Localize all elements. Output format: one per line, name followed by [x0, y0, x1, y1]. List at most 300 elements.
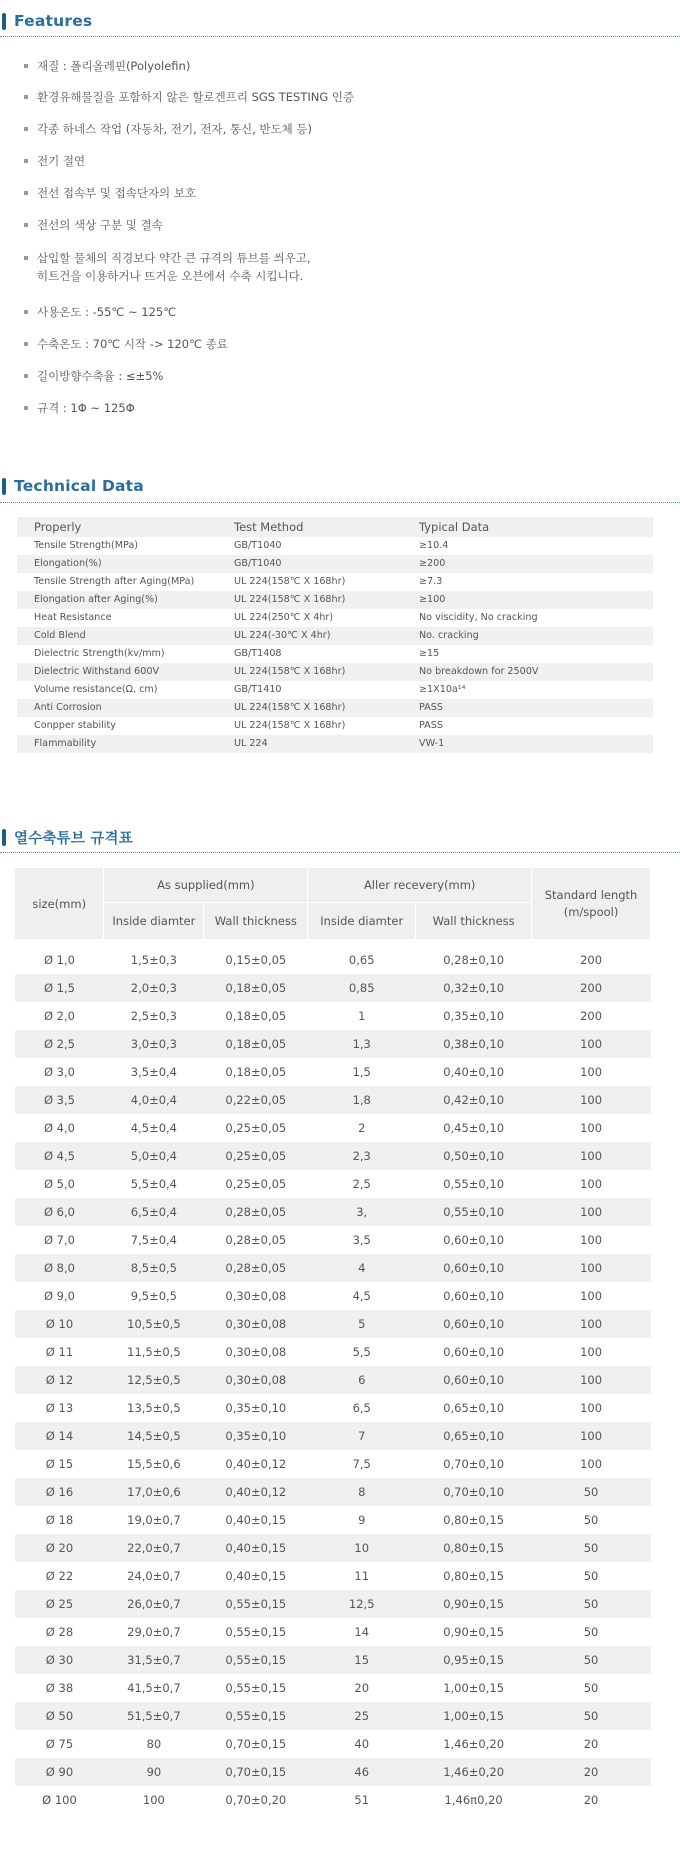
spec-cell: 25 — [308, 1702, 416, 1730]
spec-cell: 0,18±0,05 — [204, 974, 308, 1002]
spec-cell: 2,0±0,3 — [104, 974, 204, 1002]
spec-cell: 20 — [583, 1793, 599, 1807]
spec-row — [15, 1282, 651, 1310]
spec-row — [15, 1086, 651, 1114]
spec-cell: Ø 3,5 — [15, 1086, 104, 1114]
spec-cell: 6 — [308, 1366, 416, 1394]
spec-cell: 1,46±0,20 — [416, 1758, 532, 1786]
spec-cell: 0,70±0,20 — [225, 1793, 287, 1807]
feature-item — [24, 367, 163, 385]
spec-cell: 0,65±0,10 — [416, 1422, 532, 1450]
spec-cell: 100 — [532, 1086, 651, 1114]
recovery-header: Aller recevery(mm) — [308, 868, 532, 903]
spec-cell: 15,5±0,6 — [127, 1457, 181, 1471]
spec-cell: 0,28±0,05 — [204, 1254, 308, 1282]
spec-cell: 100 — [532, 1422, 651, 1450]
spec-row — [15, 1254, 651, 1282]
spec-cell: 3, — [308, 1198, 416, 1226]
technical-row — [17, 537, 653, 555]
spec-cell: 0,60±0,10 — [443, 1233, 505, 1247]
spec-cell: Ø 4,5 — [15, 1142, 104, 1170]
spec-cell: 0,28±0,05 — [204, 1198, 308, 1226]
bullet-icon — [24, 374, 28, 378]
spec-cell: 0,70±0,15 — [225, 1737, 287, 1751]
feature-item — [24, 152, 85, 170]
spec-cell: Ø 50 — [15, 1702, 104, 1730]
spec-cell: 0,60±0,10 — [416, 1310, 532, 1338]
spec-cell: Ø 1,5 — [15, 974, 104, 1002]
spec-cell: Ø 28 — [45, 1625, 74, 1639]
technical-cell: Elongation after Aging(%) — [17, 591, 217, 609]
bullet-icon — [24, 64, 28, 68]
bullet-icon — [24, 159, 28, 163]
spec-cell: 0,40±0,10 — [443, 1065, 505, 1079]
technical-cell: ≥100 — [402, 591, 653, 609]
spec-cell: 50 — [583, 1569, 599, 1583]
spec-cell: 17,0±0,6 — [104, 1478, 204, 1506]
spec-cell: 100 — [580, 1345, 603, 1359]
spec-cell: 100 — [532, 1254, 651, 1282]
spec-cell: 0,25±0,05 — [204, 1142, 308, 1170]
spec-cell: 7,5 — [352, 1457, 371, 1471]
spec-cell: 0,35±0,10 — [204, 1422, 308, 1450]
technical-title: Technical Data — [14, 477, 144, 495]
spec-cell: Ø 5,0 — [43, 1177, 75, 1191]
feature-item — [24, 184, 196, 202]
spec-row — [15, 1786, 651, 1814]
spec-cell: 0,40±0,15 — [225, 1569, 287, 1583]
spec-cell: 200 — [532, 974, 651, 1002]
spec-cell: 7,5±0,4 — [130, 1233, 177, 1247]
spec-cell: Ø 20 — [15, 1534, 104, 1562]
spec-cell: Ø 14 — [15, 1422, 104, 1450]
spec-cell: 4,0±0,4 — [104, 1086, 204, 1114]
spec-cell: 7 — [308, 1422, 416, 1450]
feature-item — [24, 216, 163, 234]
technical-cell: No. cracking — [402, 627, 653, 645]
technical-header-cell: Typical Data — [402, 517, 653, 537]
spec-cell: Ø 10 — [15, 1310, 104, 1338]
spec-cell: 100 — [532, 1198, 651, 1226]
spec-cell: 0,42±0,10 — [416, 1086, 532, 1114]
spec-cell: 4,5±0,4 — [130, 1121, 177, 1135]
feature-text: 길이방향수축율 : ≤±5% — [37, 369, 164, 383]
spec-cell: 0,95±0,15 — [416, 1646, 532, 1674]
spec-cell: 5,0±0,4 — [104, 1142, 204, 1170]
spec-cell: 0,25±0,05 — [225, 1177, 287, 1191]
spec-cell: 0,55±0,15 — [204, 1702, 308, 1730]
spec-cell: 13,5±0,5 — [127, 1401, 181, 1415]
spec-table — [15, 868, 651, 1814]
spec-cell: 41,5±0,7 — [127, 1681, 181, 1695]
spec-row — [15, 1170, 651, 1198]
technical-cell: ≥200 — [402, 555, 653, 573]
feature-text: 재질 : 폴리올레핀(Polyolefin) — [37, 59, 191, 73]
spec-cell: 0,45±0,10 — [443, 1121, 505, 1135]
recovery-wall-header: Wall thickness — [416, 903, 532, 940]
spec-row — [15, 1562, 651, 1590]
feature-item — [24, 120, 312, 138]
spec-row — [15, 1758, 651, 1786]
spec-cell: 0,30±0,08 — [225, 1289, 287, 1303]
spec-cell: 100 — [532, 1142, 651, 1170]
spec-row — [15, 1114, 651, 1142]
spec-cell: 50 — [583, 1513, 599, 1527]
spec-cell: 0,80±0,15 — [443, 1569, 505, 1583]
spec-cell: 6,5±0,4 — [104, 1198, 204, 1226]
spec-cell: 1,46π0,20 — [444, 1793, 503, 1807]
technical-row — [17, 735, 653, 753]
spec-row — [15, 1674, 651, 1702]
spec-cell: 14,5±0,5 — [104, 1422, 204, 1450]
technical-row — [17, 699, 653, 717]
spec-row — [15, 1478, 651, 1506]
spec-row — [15, 1506, 651, 1534]
spec-cell: 0,85 — [308, 974, 416, 1002]
spec-cell: 8,5±0,5 — [104, 1254, 204, 1282]
spec-cell: 1,5 — [352, 1065, 371, 1079]
spec-cell: 0,90±0,15 — [443, 1625, 505, 1639]
spec-row — [15, 1338, 651, 1366]
feature-text: 전선 접속부 및 접속단자의 보호 — [37, 186, 197, 200]
spec-cell: Ø 6,0 — [15, 1198, 104, 1226]
spec-cell: 0,18±0,05 — [225, 1009, 287, 1023]
spec-cell: 0,60±0,10 — [416, 1366, 532, 1394]
spec-cell: 0,60±0,10 — [443, 1289, 505, 1303]
spec-cell: 1 — [358, 1009, 366, 1023]
spec-cell: 12,5 — [308, 1590, 416, 1618]
spec-cell: Ø 1,0 — [43, 953, 75, 967]
spec-row — [15, 1534, 651, 1562]
spec-cell: 5,5±0,4 — [130, 1177, 177, 1191]
technical-cell: ≥1X10a¹⁴ — [419, 684, 466, 695]
spec-row — [15, 1142, 651, 1170]
bullet-icon — [24, 256, 28, 260]
spec-cell: 31,5±0,7 — [104, 1646, 204, 1674]
technical-cell: Flammability — [17, 735, 217, 753]
bullet-icon — [24, 95, 28, 99]
technical-cell: UL 224 — [217, 735, 402, 753]
spec-cell: 0,18±0,05 — [204, 1030, 308, 1058]
spec-row — [15, 946, 651, 974]
spec-cell: 0,28±0,10 — [443, 953, 505, 967]
spec-cell: 11 — [354, 1569, 370, 1583]
spec-cell: 0,35±0,10 — [225, 1401, 287, 1415]
spec-cell: 5 — [308, 1310, 416, 1338]
technical-cell: PASS — [419, 720, 443, 731]
spec-cell: 46 — [308, 1758, 416, 1786]
technical-cell: GB/T1408 — [234, 648, 282, 659]
technical-cell: Tensile Strength(MPa) — [34, 540, 138, 551]
spec-cell: 0,55±0,10 — [443, 1177, 505, 1191]
spec-cell: 20 — [354, 1681, 370, 1695]
technical-cell: UL 224(158℃ X 168hr) — [234, 576, 346, 587]
spec-cell: 0,35±0,10 — [443, 1009, 505, 1023]
technical-cell: GB/T1040 — [234, 540, 282, 551]
spec-cell: 0,80±0,15 — [416, 1534, 532, 1562]
spec-cell: 0,50±0,10 — [416, 1142, 532, 1170]
feature-text: 삽입할 물체의 직경보다 약간 큰 규격의 튜브를 씌우고, 히트건을 이용하거나 뜨거운 오븐에서 수축 시킵니다. — [37, 251, 311, 283]
technical-cell: UL 224(-30℃ X 4hr) — [217, 627, 402, 645]
technical-row — [17, 645, 653, 663]
technical-row — [17, 573, 653, 591]
feature-item — [24, 399, 135, 417]
spec-cell: Ø 90 — [15, 1758, 104, 1786]
spec-cell: 200 — [580, 953, 603, 967]
spec-cell: 0,60±0,10 — [416, 1254, 532, 1282]
technical-cell: ≥15 — [419, 648, 440, 659]
spec-cell: 90 — [104, 1758, 204, 1786]
spec-cell: 9 — [358, 1513, 366, 1527]
spec-cell: 100 — [580, 1233, 603, 1247]
spec-cell: Ø 13 — [45, 1401, 74, 1415]
spec-cell: 0,15±0,05 — [225, 953, 287, 967]
spec-cell: 1,00±0,15 — [443, 1681, 505, 1695]
features-heading — [0, 10, 92, 32]
heading-marker — [2, 829, 6, 846]
spec-cell: Ø 100 — [42, 1793, 77, 1807]
spec-cell: 4,5 — [352, 1289, 371, 1303]
spec-cell: 0,60±0,10 — [443, 1345, 505, 1359]
feature-text: 전기 절연 — [37, 154, 86, 168]
technical-cell: No viscidity, No cracking — [419, 612, 538, 623]
spec-cell: 51,5±0,7 — [104, 1702, 204, 1730]
spec-row — [15, 1450, 651, 1478]
technical-table — [17, 517, 653, 753]
spec-cell: 4 — [308, 1254, 416, 1282]
spec-cell: 1,3 — [308, 1030, 416, 1058]
spec-cell: 1,5±0,3 — [130, 953, 177, 967]
feature-text: 수축온도 : 70℃ 시작 -> 120℃ 종료 — [37, 337, 228, 351]
spec-cell: 15 — [308, 1646, 416, 1674]
technical-row — [17, 663, 653, 681]
spec-cell: Ø 9,0 — [43, 1289, 75, 1303]
feature-text: 환경유해물질을 포함하지 않은 할로겐프리 SGS TESTING 인증 — [37, 90, 355, 104]
spec-cell: 51 — [354, 1793, 370, 1807]
spec-row — [15, 1730, 651, 1758]
technical-row — [17, 717, 653, 735]
spec-cell: 50 — [532, 1702, 651, 1730]
spec-cell: 50 — [532, 1646, 651, 1674]
technical-cell: UL 224(158℃ X 168hr) — [217, 591, 402, 609]
technical-cell: Tensile Strength after Aging(MPa) — [34, 576, 195, 587]
technical-cell: Dielectric Strength(kv/mm) — [34, 648, 165, 659]
spec-cell: 100 — [580, 1289, 603, 1303]
spec-cell: 100 — [580, 1121, 603, 1135]
spec-cell: 0,30±0,08 — [204, 1310, 308, 1338]
technical-row — [17, 591, 653, 609]
spec-cell: Ø 4,0 — [43, 1121, 75, 1135]
spec-cell: 1,46±0,20 — [443, 1737, 505, 1751]
spec-row — [15, 1590, 651, 1618]
size-header: size(mm) — [15, 868, 104, 940]
spec-cell: Ø 2,5 — [15, 1030, 104, 1058]
technical-cell: Dielectric Withstand 600V — [17, 663, 217, 681]
spec-row — [15, 1226, 651, 1254]
spec-cell: Ø 75 — [45, 1737, 74, 1751]
spec-cell: 50 — [532, 1534, 651, 1562]
spec-cell: 2,5 — [352, 1177, 371, 1191]
technical-cell: UL 224(158℃ X 168hr) — [217, 699, 402, 717]
bullet-icon — [24, 406, 28, 410]
technical-row — [17, 681, 653, 699]
spec-cell: 0,55±0,15 — [204, 1590, 308, 1618]
spec-row — [15, 1422, 651, 1450]
technical-cell: GB/T1040 — [217, 555, 402, 573]
feature-item — [24, 57, 190, 75]
technical-cell: PASS — [402, 699, 653, 717]
spec-cell: 24,0±0,7 — [127, 1569, 181, 1583]
spec-cell: Ø 15 — [45, 1457, 74, 1471]
supplied-inside-header: Inside diamter — [104, 903, 204, 940]
feature-item — [24, 303, 176, 321]
bullet-icon — [24, 191, 28, 195]
technical-row — [17, 627, 653, 645]
supplied-wall-header: Wall thickness — [204, 903, 308, 940]
spec-cell: 20 — [583, 1737, 599, 1751]
spec-row — [15, 1366, 651, 1394]
spec-row — [15, 1002, 651, 1030]
spec-title: 열수축튜브 규격표 — [14, 830, 133, 847]
spec-cell: 2,3 — [308, 1142, 416, 1170]
spec-cell: 6,5 — [352, 1401, 371, 1415]
spec-cell: 14 — [354, 1625, 370, 1639]
technical-header-cell: Properly — [17, 517, 217, 537]
spec-cell: 100 — [532, 1310, 651, 1338]
spec-cell: Ø 12 — [15, 1366, 104, 1394]
divider — [0, 36, 680, 37]
spec-cell: 0,40±0,12 — [204, 1478, 308, 1506]
spec-cell: 1,8 — [308, 1086, 416, 1114]
spec-cell: Ø 11 — [45, 1345, 74, 1359]
technical-cell: No breakdown for 2500V — [402, 663, 653, 681]
spec-cell: 26,0±0,7 — [104, 1590, 204, 1618]
spec-row — [15, 1618, 651, 1646]
bullet-icon — [24, 127, 28, 131]
spec-cell: Ø 30 — [15, 1646, 104, 1674]
spec-cell: Ø 3,0 — [43, 1065, 75, 1079]
technical-cell: UL 224(158℃ X 168hr) — [217, 663, 402, 681]
technical-cell: Volume resistance(Ω, cm) — [34, 684, 158, 695]
bullet-icon — [24, 310, 28, 314]
technical-cell: Cold Blend — [17, 627, 217, 645]
spec-cell: 100 — [580, 1065, 603, 1079]
spec-cell: 100 — [532, 1030, 651, 1058]
spec-cell: 100 — [580, 1177, 603, 1191]
spec-cell: 22,0±0,7 — [104, 1534, 204, 1562]
spec-cell: 0,55±0,10 — [416, 1198, 532, 1226]
spec-cell: 200 — [580, 1009, 603, 1023]
spec-cell: Ø 8,0 — [15, 1254, 104, 1282]
feature-text: 각종 하네스 작업 (자동차, 전기, 전자, 통신, 반도체 등) — [37, 122, 313, 136]
spec-cell: 0,30±0,08 — [225, 1345, 287, 1359]
spec-cell: 0,38±0,10 — [416, 1030, 532, 1058]
recovery-inside-header: Inside diamter — [308, 903, 416, 940]
spec-row — [15, 1198, 651, 1226]
spec-cell: 10,5±0,5 — [104, 1310, 204, 1338]
spec-row — [15, 1394, 651, 1422]
spec-cell: Ø 7,0 — [43, 1233, 75, 1247]
spec-heading — [0, 826, 133, 848]
bullet-icon — [24, 342, 28, 346]
spec-cell: 0,70±0,10 — [443, 1457, 505, 1471]
feature-text: 전선의 색상 구분 및 결속 — [37, 218, 163, 232]
spec-cell: 100 — [580, 1401, 603, 1415]
spec-cell: 0,70±0,10 — [416, 1478, 532, 1506]
technical-cell: Anti Corrosion — [17, 699, 217, 717]
spec-cell: 0,65±0,10 — [443, 1401, 505, 1415]
spec-cell: 0,90±0,15 — [416, 1590, 532, 1618]
spec-cell: 0,40±0,15 — [225, 1513, 287, 1527]
spec-cell: 10 — [308, 1534, 416, 1562]
supplied-header: As supplied(mm) — [104, 868, 308, 903]
spec-cell: 3,0±0,3 — [104, 1030, 204, 1058]
spec-row — [15, 1646, 651, 1674]
standard-length-header: Standard length (m/spool) — [532, 868, 651, 940]
technical-header-cell: Test Method — [217, 517, 402, 537]
technical-cell: GB/T1410 — [234, 684, 282, 695]
feature-item — [24, 335, 228, 353]
feature-item — [24, 88, 354, 106]
spec-cell: Ø 2,0 — [43, 1009, 75, 1023]
spec-cell: 11,5±0,5 — [127, 1345, 181, 1359]
spec-cell: 0,70±0,15 — [204, 1758, 308, 1786]
technical-cell: Heat Resistance — [34, 612, 112, 623]
technical-heading — [0, 475, 144, 497]
spec-cell: 50 — [532, 1590, 651, 1618]
heading-marker — [2, 13, 6, 30]
technical-row — [17, 609, 653, 627]
spec-cell: 50 — [583, 1681, 599, 1695]
spec-cell: 1,00±0,15 — [416, 1702, 532, 1730]
technical-cell: UL 224(250℃ X 4hr) — [234, 612, 334, 623]
spec-cell: 0,32±0,10 — [416, 974, 532, 1002]
technical-cell: Conpper stability — [34, 720, 116, 731]
spec-cell: 2,5±0,3 — [130, 1009, 177, 1023]
divider — [0, 502, 680, 503]
spec-row — [15, 974, 651, 1002]
spec-cell: 0,25±0,05 — [225, 1121, 287, 1135]
spec-cell: Ø 38 — [45, 1681, 74, 1695]
spec-cell: 80 — [146, 1737, 162, 1751]
spec-cell: 0,22±0,05 — [204, 1086, 308, 1114]
spec-cell: 0,65 — [348, 953, 375, 967]
spec-cell: 0,40±0,12 — [225, 1457, 287, 1471]
technical-cell: VW-1 — [402, 735, 653, 753]
spec-cell: 50 — [532, 1478, 651, 1506]
bullet-icon — [24, 223, 28, 227]
spec-cell: 20 — [532, 1758, 651, 1786]
spec-cell: 100 — [142, 1793, 165, 1807]
spec-row — [15, 1030, 651, 1058]
spec-row — [15, 1310, 651, 1338]
feature-text: 사용온도 : -55℃ ~ 125℃ — [37, 305, 177, 319]
technical-cell: UL 224(158℃ X 168hr) — [234, 720, 346, 731]
technical-cell: ≥7.3 — [419, 576, 443, 587]
spec-cell: 5,5 — [352, 1345, 371, 1359]
spec-cell: 0,55±0,15 — [204, 1646, 308, 1674]
spec-cell: 0,80±0,15 — [443, 1513, 505, 1527]
spec-cell: Ø 16 — [15, 1478, 104, 1506]
spec-cell: 3,5 — [352, 1233, 371, 1247]
spec-cell: Ø 18 — [45, 1513, 74, 1527]
spec-cell: 0,40±0,15 — [204, 1534, 308, 1562]
spec-cell: 100 — [580, 1457, 603, 1471]
technical-cell: Elongation(%) — [17, 555, 217, 573]
spec-cell: Ø 25 — [15, 1590, 104, 1618]
spec-cell: 40 — [354, 1737, 370, 1751]
technical-cell: ≥10.4 — [419, 540, 449, 551]
